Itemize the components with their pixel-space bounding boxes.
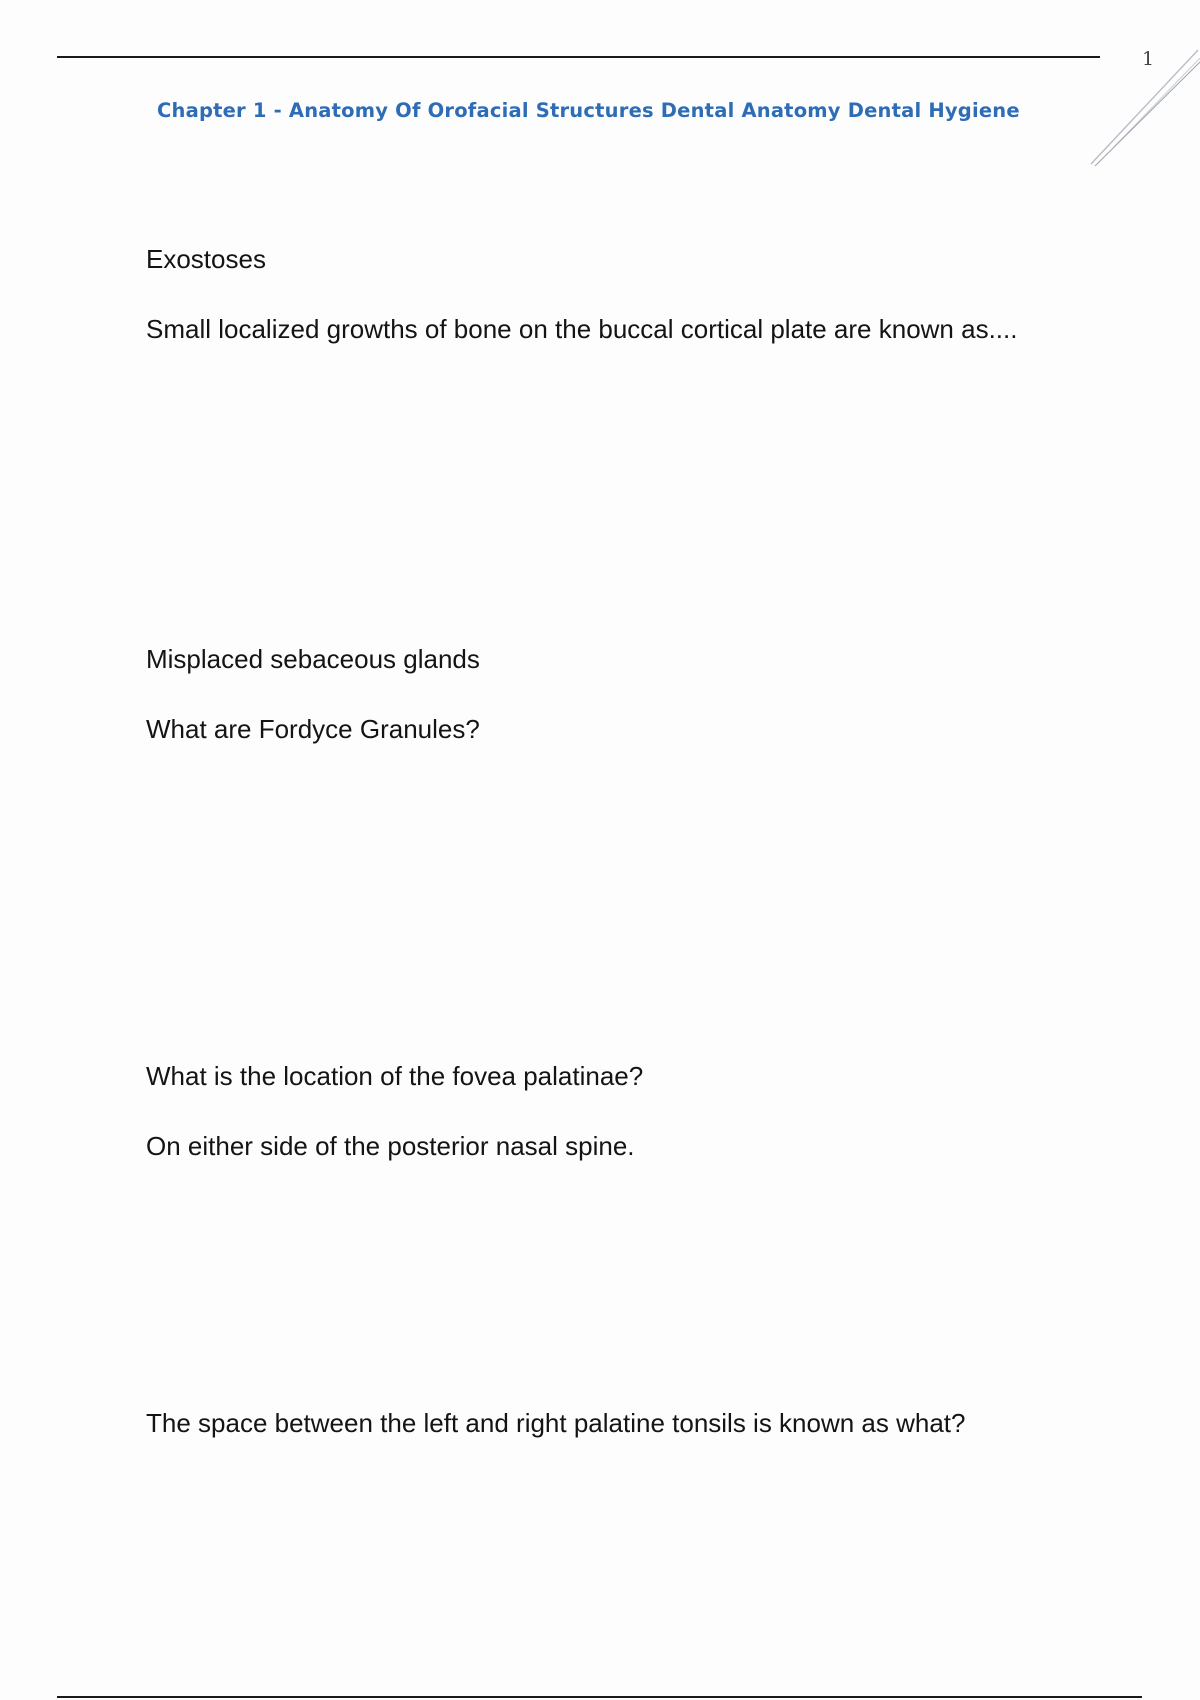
footer-rule <box>57 1696 1142 1698</box>
card-3-term: What is the location of the fovea palatinae? <box>146 1061 644 1091</box>
header-rule <box>57 56 1100 58</box>
header-title: Chapter 1 - Anatomy Of Orofacial Structures Dental Anatomy Dental Hygiene <box>157 99 1020 122</box>
card-4-term: The space between the left and right palatine tonsils is known as what? <box>146 1408 966 1438</box>
card-1-definition: Small localized growths of bone on the buccal cortical plate are known as.... <box>146 314 1018 344</box>
card-3-definition: On either side of the posterior nasal spine. <box>146 1131 635 1161</box>
page-number: 1 <box>1141 48 1155 70</box>
card-2-term: Misplaced sebaceous glands <box>146 644 480 674</box>
card-2-definition: What are Fordyce Granules? <box>146 714 480 744</box>
card-1-term: Exostoses <box>146 244 266 274</box>
corner-decoration <box>1085 40 1200 170</box>
